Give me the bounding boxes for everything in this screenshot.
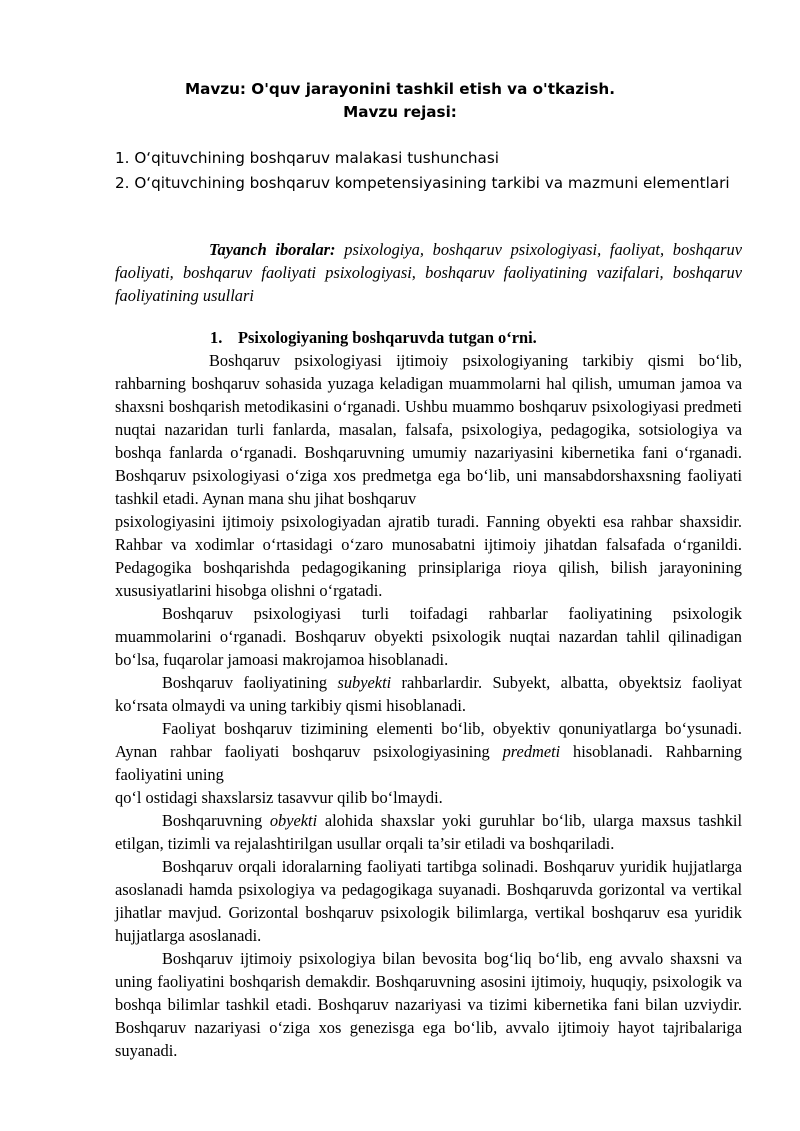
paragraph-3-emphasis: subyekti xyxy=(337,673,392,692)
paragraph-2: Boshqaruv psixologiyasi turli toifadagi rahbarlar faoliyatining psixologik muammolarini o‘rganadi. Boshqaruv obyekti psixologik nuqtai nazardan tahlil qilinadigan bo‘lsa, fuqarolar jamoasi makrojamoa hisoblanadi. xyxy=(115,604,742,669)
topic-title xyxy=(0,78,800,100)
paragraph-5-text-a: Boshqaruvning xyxy=(162,811,270,830)
paragraph-5 xyxy=(115,809,742,855)
section-heading xyxy=(210,326,537,349)
paragraph-5-text-b: alohida shaxslar yoki guruhlar bo‘lib, ularga maxsus tashkil etilgan, tizimli va rejalashtirilgan usullar orqali ta’sir etiladi va boshqariladi. xyxy=(115,811,742,853)
plan-item-2: 2. O‘qituvchining boshqaruv kompetensiyasining tarkibi va mazmuni elementlari xyxy=(115,174,730,192)
paragraph-5-emphasis: obyekti xyxy=(269,811,318,830)
paragraph-4 xyxy=(115,717,742,786)
keywords-text: psixologiya, boshqaruv psixologiyasi, faoliyat, boshqaruv faoliyati, boshqaruv faoliyati psixologiyasi, boshqaruv faoliyatining vazifalari, boshqaruv faoliyatining usullari xyxy=(115,240,742,305)
paragraph-3-text-a: Boshqaruv faoliyatining xyxy=(162,673,338,692)
topic-text: O'quv jarayonini tashkil etish va o'tkazish. xyxy=(251,80,615,98)
paragraph-4-text-a: Faoliyat boshqaruv tizimining elementi bo‘lib, obyektiv qonuniyatlarga bo‘ysunadi. Aynan rahbar faoliyati boshqaruv psixologiyasining xyxy=(115,719,742,761)
paragraph-4-emphasis: predmeti xyxy=(502,742,561,761)
paragraph-1-continued: psixologiyasini ijtimoiy psixologiyadan ajratib turadi. Fanning obyekti esa rahbar shaxsidir. Rahbar va xodimlar o‘rtasidagi o‘zaro munosabatni ijtimoiy jihatdan falsafada o‘rganildi. Pedagogika boshqarishda pedagogikaning prinsiplariga rioya qilish, bilish jarayonining xususiyatlarini hisobga olishni o‘rgatadi. xyxy=(115,512,742,600)
keywords-label: Tayanch iboralar: xyxy=(209,240,336,259)
paragraph-7: Boshqaruv ijtimoiy psixologiya bilan bevosita bog‘liq bo‘lib, eng avvalo shaxsni va uning faoliyatini boshqarish demakdir. Boshqaruvning asosini ijtimoiy, huquqiy, psixologik va boshqa bilimlar tashkil etadi. Boshqaruv nazariyasi va tizimi kibernetika fani bilan uzviydir. Boshqaruv nazariyasi o‘ziga xos genezisga ega bo‘lib, avvalo ijtimoiy hayot tajribalariga suyanadi. xyxy=(115,949,742,1060)
topic-colon: : xyxy=(239,80,252,98)
paragraph-1: Boshqaruv psixologiyasi ijtimoiy psixologiyaning tarkibiy qismi bo‘lib, rahbarning boshqaruv sohasida yuzaga keladigan muammolarni hal qilish, umuman jamoa va shaxsni boshqarish metodikasini o‘rganadi. Ushbu muammo boshqaruv psixologiyasi predmeti nuqtai nazaridan turli fanlarda, masalan, falsafa, psixologiya, pedagogika, sotsiologiya va boshqa fanlarda o‘rganadi. Boshqaruvning umumiy nazariyasini kibernetika fani o‘rganadi. Boshqaruv psixologiyasi o‘ziga xos predmetga ega bo‘lib, uni mansabdorshaxsning faoliyati tashkil etadi. Aynan mana shu jihat boshqaruv xyxy=(115,351,742,508)
plan-item-1: 1. O‘qituvchining boshqaruv malakasi tushunchasi xyxy=(115,149,499,167)
section-number: 1. xyxy=(210,328,223,347)
plan-heading: Mavzu rejasi: xyxy=(343,103,457,121)
paragraph-3 xyxy=(115,671,742,717)
paragraph-3-text-b: rahbarlardir. Subyekt, albatta, obyektsiz faoliyat ko‘rsata olmaydi va uning tarkibiy qismi hisoblanadi. xyxy=(115,673,742,715)
paragraph-6: Boshqaruv orqali idoralarning faoliyati tartibga solinadi. Boshqaruv yuridik hujjatlarga asoslanadi hamda psixologiya va pedagogikaga suyanadi. Boshqaruvda gorizontal va vertikal jihatlar mavjud. Gorizontal boshqaruv psixologik bilimlarga, vertikal boshqaruv esa yuridik hujjatlarga asoslanadi. xyxy=(115,857,742,945)
paragraph-4-continued: qo‘l ostidagi shaxslarsiz tasavvur qilib bo‘lmaydi. xyxy=(115,788,443,807)
paragraph-4-text-b: hisoblanadi. Rahbarning faoliyatini uning xyxy=(115,742,742,784)
keywords-paragraph xyxy=(115,238,742,307)
topic-label: Mavzu xyxy=(185,80,240,98)
body-text xyxy=(115,349,742,1062)
section-title: Psixologiyaning boshqaruvda tutgan o‘rni. xyxy=(238,328,537,347)
